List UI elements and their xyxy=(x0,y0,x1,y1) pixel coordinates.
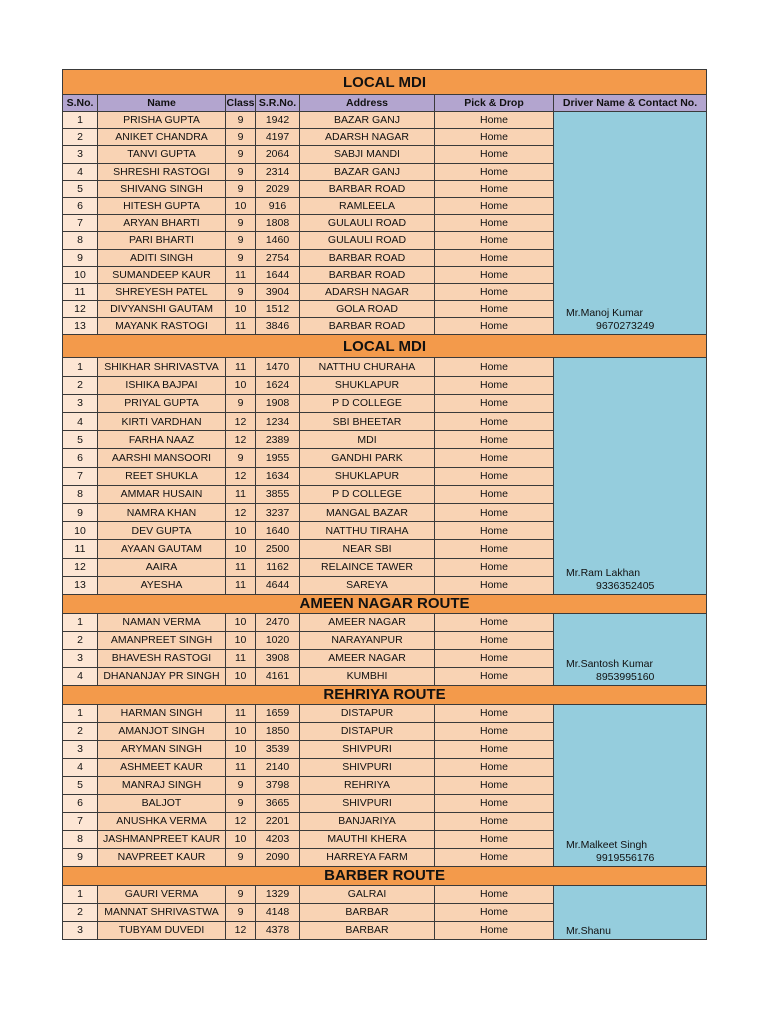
cell-sno: 11 xyxy=(63,283,98,300)
cell-srno: 3904 xyxy=(256,283,300,300)
cell-name: FARHA NAAZ xyxy=(98,431,226,449)
driver-phone: 9919556176 xyxy=(596,851,655,864)
cell-address: NEAR SBI xyxy=(300,540,435,558)
cell-srno: 3846 xyxy=(256,318,300,335)
cell-pick-drop: Home xyxy=(435,249,554,266)
cell-address: SHIVPURI xyxy=(300,794,435,812)
header-name: Name xyxy=(98,95,226,112)
cell-class: 10 xyxy=(226,301,256,318)
cell-name: NAMAN VERMA xyxy=(98,613,226,631)
driver-name: Mr.Shanu xyxy=(566,924,611,937)
cell-address: NATTHU TIRAHA xyxy=(300,522,435,540)
driver-cell xyxy=(554,704,707,866)
cell-address: BARBAR xyxy=(300,921,435,939)
cell-srno: 1644 xyxy=(256,266,300,283)
cell-pick-drop: Home xyxy=(435,776,554,794)
cell-pick-drop: Home xyxy=(435,232,554,249)
cell-pick-drop: Home xyxy=(435,812,554,830)
cell-name: BHAVESH RASTOGI xyxy=(98,649,226,667)
cell-sno: 7 xyxy=(63,215,98,232)
cell-class: 11 xyxy=(226,758,256,776)
cell-address: GALRAI xyxy=(300,885,435,903)
section-title-row xyxy=(63,70,707,95)
cell-sno: 4 xyxy=(63,758,98,776)
cell-sno: 4 xyxy=(63,163,98,180)
cell-pick-drop: Home xyxy=(435,921,554,939)
route-table xyxy=(62,69,707,940)
cell-srno: 3798 xyxy=(256,776,300,794)
cell-srno: 3665 xyxy=(256,794,300,812)
cell-class: 9 xyxy=(226,163,256,180)
cell-pick-drop: Home xyxy=(435,649,554,667)
driver-cell xyxy=(554,885,707,939)
cell-sno: 3 xyxy=(63,649,98,667)
cell-srno: 1955 xyxy=(256,449,300,467)
cell-name: SHIKHAR SHRIVASTVA xyxy=(98,358,226,376)
route-sheet xyxy=(62,69,706,940)
section-title: LOCAL MDI xyxy=(63,70,707,95)
cell-srno: 4203 xyxy=(256,830,300,848)
section-title: AMEEN NAGAR ROUTE xyxy=(63,594,707,613)
cell-name: AYAAN GAUTAM xyxy=(98,540,226,558)
cell-name: PARI BHARTI xyxy=(98,232,226,249)
driver-name: Mr.Manoj Kumar xyxy=(566,307,644,320)
cell-class: 9 xyxy=(226,180,256,197)
cell-pick-drop: Home xyxy=(435,522,554,540)
driver-phone: 8953995160 xyxy=(596,670,655,683)
section-title: LOCAL MDI xyxy=(63,335,707,358)
table-row xyxy=(63,613,707,631)
cell-name: SHREYESH PATEL xyxy=(98,283,226,300)
cell-class: 10 xyxy=(226,740,256,758)
cell-class: 12 xyxy=(226,812,256,830)
cell-class: 9 xyxy=(226,129,256,146)
cell-srno: 1908 xyxy=(256,394,300,412)
cell-name: ADITI SINGH xyxy=(98,249,226,266)
cell-address: ADARSH NAGAR xyxy=(300,283,435,300)
cell-class: 10 xyxy=(226,613,256,631)
cell-address: BARBAR ROAD xyxy=(300,266,435,283)
cell-address: MANGAL BAZAR xyxy=(300,503,435,521)
cell-address: DISTAPUR xyxy=(300,704,435,722)
cell-pick-drop: Home xyxy=(435,449,554,467)
cell-pick-drop: Home xyxy=(435,112,554,129)
header-address: Address xyxy=(300,95,435,112)
cell-srno: 2389 xyxy=(256,431,300,449)
cell-sno: 5 xyxy=(63,180,98,197)
cell-srno: 1850 xyxy=(256,722,300,740)
cell-address: KUMBHI xyxy=(300,667,435,685)
cell-address: BARBAR ROAD xyxy=(300,318,435,335)
cell-class: 9 xyxy=(226,112,256,129)
cell-pick-drop: Home xyxy=(435,146,554,163)
cell-srno: 4378 xyxy=(256,921,300,939)
cell-address: HARREYA FARM xyxy=(300,848,435,866)
cell-class: 11 xyxy=(226,649,256,667)
cell-sno: 13 xyxy=(63,576,98,594)
cell-srno: 3855 xyxy=(256,485,300,503)
cell-srno: 2029 xyxy=(256,180,300,197)
cell-srno: 3539 xyxy=(256,740,300,758)
cell-srno: 4644 xyxy=(256,576,300,594)
cell-name: DEV GUPTA xyxy=(98,522,226,540)
table-row xyxy=(63,885,707,903)
cell-srno: 1640 xyxy=(256,522,300,540)
header-sno: S.No. xyxy=(63,95,98,112)
driver-info xyxy=(554,658,706,685)
cell-name: AMANJOT SINGH xyxy=(98,722,226,740)
cell-name: PRISHA GUPTA xyxy=(98,112,226,129)
header-pick-drop: Pick & Drop xyxy=(435,95,554,112)
cell-class: 9 xyxy=(226,283,256,300)
cell-name: SUMANDEEP KAUR xyxy=(98,266,226,283)
cell-pick-drop: Home xyxy=(435,667,554,685)
cell-name: ASHMEET KAUR xyxy=(98,758,226,776)
cell-address: BANJARIYA xyxy=(300,812,435,830)
cell-srno: 1329 xyxy=(256,885,300,903)
cell-class: 11 xyxy=(226,358,256,376)
driver-phone: 9336352405 xyxy=(596,579,655,592)
cell-name: KIRTI VARDHAN xyxy=(98,413,226,431)
cell-pick-drop: Home xyxy=(435,394,554,412)
cell-address: NARAYANPUR xyxy=(300,631,435,649)
cell-sno: 3 xyxy=(63,740,98,758)
cell-name: AMMAR HUSAIN xyxy=(98,485,226,503)
cell-pick-drop: Home xyxy=(435,318,554,335)
cell-address: SBI BHEETAR xyxy=(300,413,435,431)
cell-pick-drop: Home xyxy=(435,540,554,558)
cell-srno: 1460 xyxy=(256,232,300,249)
cell-sno: 4 xyxy=(63,667,98,685)
cell-pick-drop: Home xyxy=(435,413,554,431)
cell-sno: 10 xyxy=(63,266,98,283)
cell-sno: 9 xyxy=(63,848,98,866)
cell-sno: 7 xyxy=(63,812,98,830)
cell-name: PRIYAL GUPTA xyxy=(98,394,226,412)
cell-class: 9 xyxy=(226,903,256,921)
cell-address: BAZAR GANJ xyxy=(300,163,435,180)
cell-pick-drop: Home xyxy=(435,163,554,180)
cell-srno: 2201 xyxy=(256,812,300,830)
cell-srno: 3908 xyxy=(256,649,300,667)
cell-pick-drop: Home xyxy=(435,758,554,776)
cell-address: SAREYA xyxy=(300,576,435,594)
cell-address: NATTHU CHURAHA xyxy=(300,358,435,376)
cell-class: 10 xyxy=(226,631,256,649)
cell-class: 9 xyxy=(226,394,256,412)
table-row xyxy=(63,358,707,376)
cell-sno: 3 xyxy=(63,146,98,163)
header-srno: S.R.No. xyxy=(256,95,300,112)
cell-class: 11 xyxy=(226,318,256,335)
cell-srno: 4148 xyxy=(256,903,300,921)
cell-srno: 1020 xyxy=(256,631,300,649)
cell-address: SHIVPURI xyxy=(300,740,435,758)
cell-address: MAUTHI KHERA xyxy=(300,830,435,848)
cell-class: 11 xyxy=(226,576,256,594)
cell-sno: 2 xyxy=(63,129,98,146)
section-title-row xyxy=(63,335,707,358)
cell-srno: 1624 xyxy=(256,376,300,394)
section-title-row xyxy=(63,594,707,613)
cell-sno: 12 xyxy=(63,301,98,318)
cell-pick-drop: Home xyxy=(435,903,554,921)
cell-address: GANDHI PARK xyxy=(300,449,435,467)
cell-sno: 5 xyxy=(63,431,98,449)
cell-address: P D COLLEGE xyxy=(300,485,435,503)
driver-info xyxy=(554,925,706,939)
cell-class: 11 xyxy=(226,485,256,503)
cell-pick-drop: Home xyxy=(435,885,554,903)
cell-srno: 2754 xyxy=(256,249,300,266)
cell-pick-drop: Home xyxy=(435,830,554,848)
cell-sno: 2 xyxy=(63,631,98,649)
cell-sno: 5 xyxy=(63,776,98,794)
driver-cell xyxy=(554,613,707,685)
cell-srno: 1659 xyxy=(256,704,300,722)
cell-address: GULAULI ROAD xyxy=(300,215,435,232)
cell-name: ANIKET CHANDRA xyxy=(98,129,226,146)
cell-name: SHIVANG SINGH xyxy=(98,180,226,197)
cell-class: 9 xyxy=(226,848,256,866)
cell-sno: 8 xyxy=(63,485,98,503)
cell-sno: 3 xyxy=(63,394,98,412)
cell-class: 9 xyxy=(226,794,256,812)
cell-srno: 1162 xyxy=(256,558,300,576)
cell-address: GOLA ROAD xyxy=(300,301,435,318)
cell-name: NAMRA KHAN xyxy=(98,503,226,521)
cell-class: 11 xyxy=(226,266,256,283)
cell-srno: 1512 xyxy=(256,301,300,318)
cell-class: 10 xyxy=(226,830,256,848)
cell-name: JASHMANPREET KAUR xyxy=(98,830,226,848)
cell-sno: 6 xyxy=(63,197,98,214)
cell-class: 12 xyxy=(226,413,256,431)
cell-name: ARYMAN SINGH xyxy=(98,740,226,758)
cell-sno: 1 xyxy=(63,358,98,376)
cell-srno: 1942 xyxy=(256,112,300,129)
cell-sno: 9 xyxy=(63,503,98,521)
driver-phone: 9670273249 xyxy=(596,320,655,333)
cell-name: MANRAJ SINGH xyxy=(98,776,226,794)
cell-pick-drop: Home xyxy=(435,485,554,503)
cell-name: AMANPREET SINGH xyxy=(98,631,226,649)
section-title: BARBER ROUTE xyxy=(63,866,707,885)
cell-class: 9 xyxy=(226,449,256,467)
cell-name: DIVYANSHI GAUTAM xyxy=(98,301,226,318)
cell-sno: 1 xyxy=(63,704,98,722)
table-row xyxy=(63,112,707,129)
cell-name: HITESH GUPTA xyxy=(98,197,226,214)
cell-class: 9 xyxy=(226,232,256,249)
cell-pick-drop: Home xyxy=(435,129,554,146)
cell-srno: 3237 xyxy=(256,503,300,521)
cell-name: REET SHUKLA xyxy=(98,467,226,485)
cell-srno: 2470 xyxy=(256,613,300,631)
cell-srno: 2314 xyxy=(256,163,300,180)
cell-address: AMEER NAGAR xyxy=(300,649,435,667)
cell-sno: 6 xyxy=(63,794,98,812)
driver-info xyxy=(554,567,706,594)
cell-name: DHANANJAY PR SINGH xyxy=(98,667,226,685)
cell-class: 12 xyxy=(226,431,256,449)
cell-class: 11 xyxy=(226,704,256,722)
cell-pick-drop: Home xyxy=(435,722,554,740)
cell-address: RAMLEELA xyxy=(300,197,435,214)
cell-class: 9 xyxy=(226,776,256,794)
cell-pick-drop: Home xyxy=(435,197,554,214)
cell-sno: 8 xyxy=(63,232,98,249)
cell-name: AAIRA xyxy=(98,558,226,576)
cell-sno: 1 xyxy=(63,112,98,129)
cell-class: 11 xyxy=(226,558,256,576)
cell-class: 9 xyxy=(226,146,256,163)
cell-srno: 916 xyxy=(256,197,300,214)
driver-info xyxy=(554,839,706,866)
cell-pick-drop: Home xyxy=(435,631,554,649)
cell-pick-drop: Home xyxy=(435,558,554,576)
cell-pick-drop: Home xyxy=(435,613,554,631)
cell-srno: 2064 xyxy=(256,146,300,163)
cell-name: ARYAN BHARTI xyxy=(98,215,226,232)
cell-pick-drop: Home xyxy=(435,794,554,812)
cell-sno: 13 xyxy=(63,318,98,335)
cell-sno: 2 xyxy=(63,722,98,740)
cell-sno: 2 xyxy=(63,376,98,394)
cell-address: AMEER NAGAR xyxy=(300,613,435,631)
cell-pick-drop: Home xyxy=(435,358,554,376)
cell-name: ISHIKA BAJPAI xyxy=(98,376,226,394)
cell-class: 9 xyxy=(226,249,256,266)
cell-address: REHRIYA xyxy=(300,776,435,794)
cell-pick-drop: Home xyxy=(435,301,554,318)
cell-pick-drop: Home xyxy=(435,215,554,232)
section-title-row xyxy=(63,685,707,704)
cell-srno: 2140 xyxy=(256,758,300,776)
cell-pick-drop: Home xyxy=(435,704,554,722)
cell-name: MAYANK RASTOGI xyxy=(98,318,226,335)
cell-address: MDI xyxy=(300,431,435,449)
cell-srno: 4161 xyxy=(256,667,300,685)
cell-address: SHIVPURI xyxy=(300,758,435,776)
cell-srno: 2500 xyxy=(256,540,300,558)
cell-name: MANNAT SHRIVASTWA xyxy=(98,903,226,921)
cell-name: TUBYAM DUVEDI xyxy=(98,921,226,939)
cell-sno: 1 xyxy=(63,613,98,631)
cell-class: 10 xyxy=(226,722,256,740)
cell-pick-drop: Home xyxy=(435,503,554,521)
cell-sno: 8 xyxy=(63,830,98,848)
cell-name: AARSHI MANSOORI xyxy=(98,449,226,467)
cell-name: SHRESHI RASTOGI xyxy=(98,163,226,180)
driver-info xyxy=(554,307,706,334)
cell-sno: 2 xyxy=(63,903,98,921)
cell-address: BAZAR GANJ xyxy=(300,112,435,129)
cell-pick-drop: Home xyxy=(435,848,554,866)
cell-address: BARBAR xyxy=(300,903,435,921)
cell-pick-drop: Home xyxy=(435,576,554,594)
cell-pick-drop: Home xyxy=(435,431,554,449)
cell-class: 12 xyxy=(226,921,256,939)
driver-name: Mr.Santosh Kumar xyxy=(566,657,653,670)
cell-srno: 1808 xyxy=(256,215,300,232)
cell-address: BARBAR ROAD xyxy=(300,249,435,266)
cell-class: 10 xyxy=(226,197,256,214)
cell-address: P D COLLEGE xyxy=(300,394,435,412)
cell-pick-drop: Home xyxy=(435,283,554,300)
column-header-row xyxy=(63,95,707,112)
cell-name: GAURI VERMA xyxy=(98,885,226,903)
section-title: REHRIYA ROUTE xyxy=(63,685,707,704)
cell-class: 10 xyxy=(226,376,256,394)
driver-cell xyxy=(554,112,707,335)
cell-pick-drop: Home xyxy=(435,376,554,394)
cell-name: ANUSHKA VERMA xyxy=(98,812,226,830)
cell-pick-drop: Home xyxy=(435,266,554,283)
cell-class: 12 xyxy=(226,503,256,521)
section-title-row xyxy=(63,866,707,885)
header-driver: Driver Name & Contact No. xyxy=(554,95,707,112)
cell-class: 10 xyxy=(226,540,256,558)
cell-srno: 1234 xyxy=(256,413,300,431)
cell-sno: 3 xyxy=(63,921,98,939)
cell-class: 9 xyxy=(226,885,256,903)
header-class: Class xyxy=(226,95,256,112)
cell-address: DISTAPUR xyxy=(300,722,435,740)
driver-name: Mr.Malkeet Singh xyxy=(566,838,648,851)
cell-name: AYESHA xyxy=(98,576,226,594)
driver-name: Mr.Ram Lakhan xyxy=(566,566,641,579)
cell-class: 10 xyxy=(226,667,256,685)
cell-address: SHUKLAPUR xyxy=(300,376,435,394)
cell-sno: 10 xyxy=(63,522,98,540)
driver-cell xyxy=(554,358,707,594)
cell-address: RELAINCE TAWER xyxy=(300,558,435,576)
cell-sno: 4 xyxy=(63,413,98,431)
cell-name: TANVI GUPTA xyxy=(98,146,226,163)
cell-sno: 11 xyxy=(63,540,98,558)
cell-sno: 7 xyxy=(63,467,98,485)
cell-pick-drop: Home xyxy=(435,467,554,485)
cell-address: ADARSH NAGAR xyxy=(300,129,435,146)
cell-sno: 12 xyxy=(63,558,98,576)
cell-sno: 9 xyxy=(63,249,98,266)
cell-srno: 2090 xyxy=(256,848,300,866)
cell-name: NAVPREET KAUR xyxy=(98,848,226,866)
cell-address: SHUKLAPUR xyxy=(300,467,435,485)
cell-name: HARMAN SINGH xyxy=(98,704,226,722)
cell-class: 9 xyxy=(226,215,256,232)
cell-sno: 1 xyxy=(63,885,98,903)
cell-class: 10 xyxy=(226,522,256,540)
cell-address: SABJI MANDI xyxy=(300,146,435,163)
cell-srno: 1634 xyxy=(256,467,300,485)
cell-srno: 4197 xyxy=(256,129,300,146)
cell-address: GULAULI ROAD xyxy=(300,232,435,249)
cell-pick-drop: Home xyxy=(435,740,554,758)
cell-pick-drop: Home xyxy=(435,180,554,197)
cell-class: 12 xyxy=(226,467,256,485)
cell-name: BALJOT xyxy=(98,794,226,812)
cell-address: BARBAR ROAD xyxy=(300,180,435,197)
table-row xyxy=(63,704,707,722)
cell-srno: 1470 xyxy=(256,358,300,376)
cell-sno: 6 xyxy=(63,449,98,467)
